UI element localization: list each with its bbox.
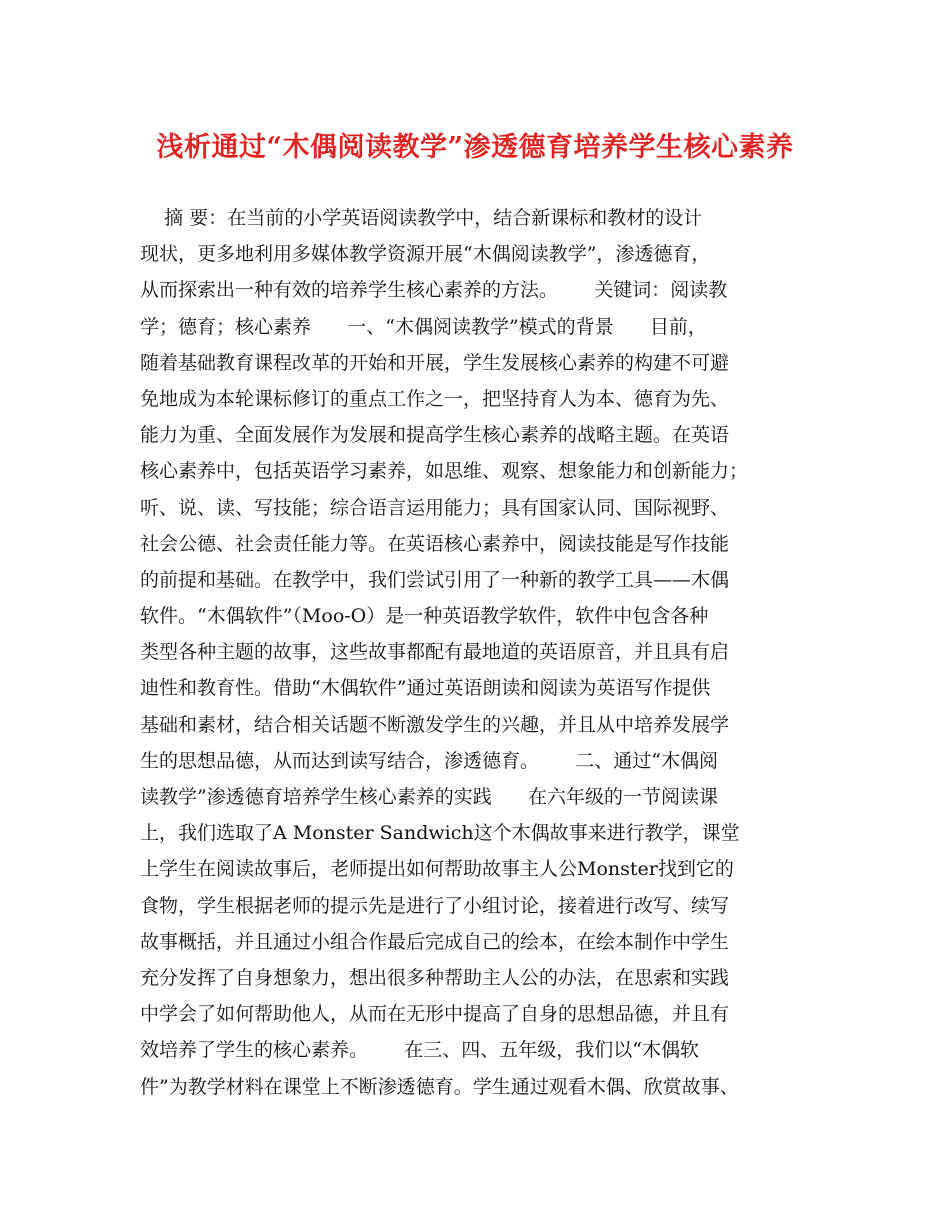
body-line: 能力为重、全面发展作为发展和提高学生核心素养的战略主题。在英语	[140, 424, 730, 447]
body-line: 迪性和教育性。借助“木偶软件”通过英语朗读和阅读为英语写作提供	[140, 677, 711, 700]
body-line: 的前提和基础。在教学中，我们尝试引用了一种新的教学工具——木偶	[140, 568, 730, 591]
body-line: 听、说、读、写技能；综合语言运用能力；具有国家认同、国际视野、	[140, 496, 730, 519]
body-line: 摘 要：在当前的小学英语阅读教学中，结合新课标和教材的设计	[140, 207, 703, 229]
body-line: 上，我们选取了A Monster Sandwich这个木偶故事来进行教学，课堂	[140, 822, 740, 845]
body-line: 效培养了学生的核心素养。 在三、四、五年级，我们以“木偶软	[140, 1039, 699, 1062]
document-title: 浅析通过“木偶阅读教学”渗透德育培养学生核心素养	[156, 132, 794, 163]
body-line: 上学生在阅读故事后，老师提出如何帮助故事主人公Monster找到它的	[140, 858, 734, 881]
body-line: 生的思想品德，从而达到读写结合，渗透德育。 二、通过“木偶阅	[140, 749, 718, 772]
body-line: 食物，学生根据老师的提示先是进行了小组讨论，接着进行改写、续写	[140, 894, 730, 917]
body-line: 件”为教学材料在课堂上不断渗透德育。学生通过观看木偶、欣赏故事、	[140, 1075, 739, 1098]
body-line: 核心素养中，包括英语学习素养，如思维、观察、想象能力和创新能力；	[140, 460, 749, 483]
body-line: 学；德育；核心素养 一、“木偶阅读教学”模式的背景 目前，	[140, 315, 707, 338]
body-line: 从而探索出一种有效的培养学生核心素养的方法。 关键词：阅读教	[140, 279, 728, 302]
body-line: 中学会了如何帮助他人，从而在无形中提高了自身的思想品德，并且有	[140, 1003, 730, 1026]
document-body	[140, 200, 830, 1105]
body-line: 读教学”渗透德育培养学生核心素养的实践 在六年级的一节阅读课	[140, 786, 718, 808]
body-line: 类型各种主题的故事，这些故事都配有最地道的英语原音，并且具有启	[140, 641, 730, 664]
body-line: 充分发挥了自身想象力，想出很多种帮助主人公的办法，在思索和实践	[140, 966, 730, 989]
body-line: 基础和素材，结合相关话题不断激发学生的兴趣，并且从中培养发展学	[140, 713, 730, 736]
body-line: 随着基础教育课程改革的开始和开展，学生发展核心素养的构建不可避	[140, 351, 730, 374]
body-line: 免地成为本轮课标修订的重点工作之一，把坚持育人为本、德育为先、	[140, 387, 730, 410]
body-line: 现状，更多地利用多媒体教学资源开展“木偶阅读教学”，渗透德育，	[140, 243, 711, 266]
body-line: 社会公德、社会责任能力等。在英语核心素养中，阅读技能是写作技能	[140, 532, 730, 555]
body-line: 故事概括，并且通过小组合作最后完成自己的绘本，在绘本制作中学生	[140, 930, 730, 953]
body-line: 软件。“木偶软件”（Moo-O）是一种英语教学软件，软件中包含各种	[140, 605, 709, 628]
